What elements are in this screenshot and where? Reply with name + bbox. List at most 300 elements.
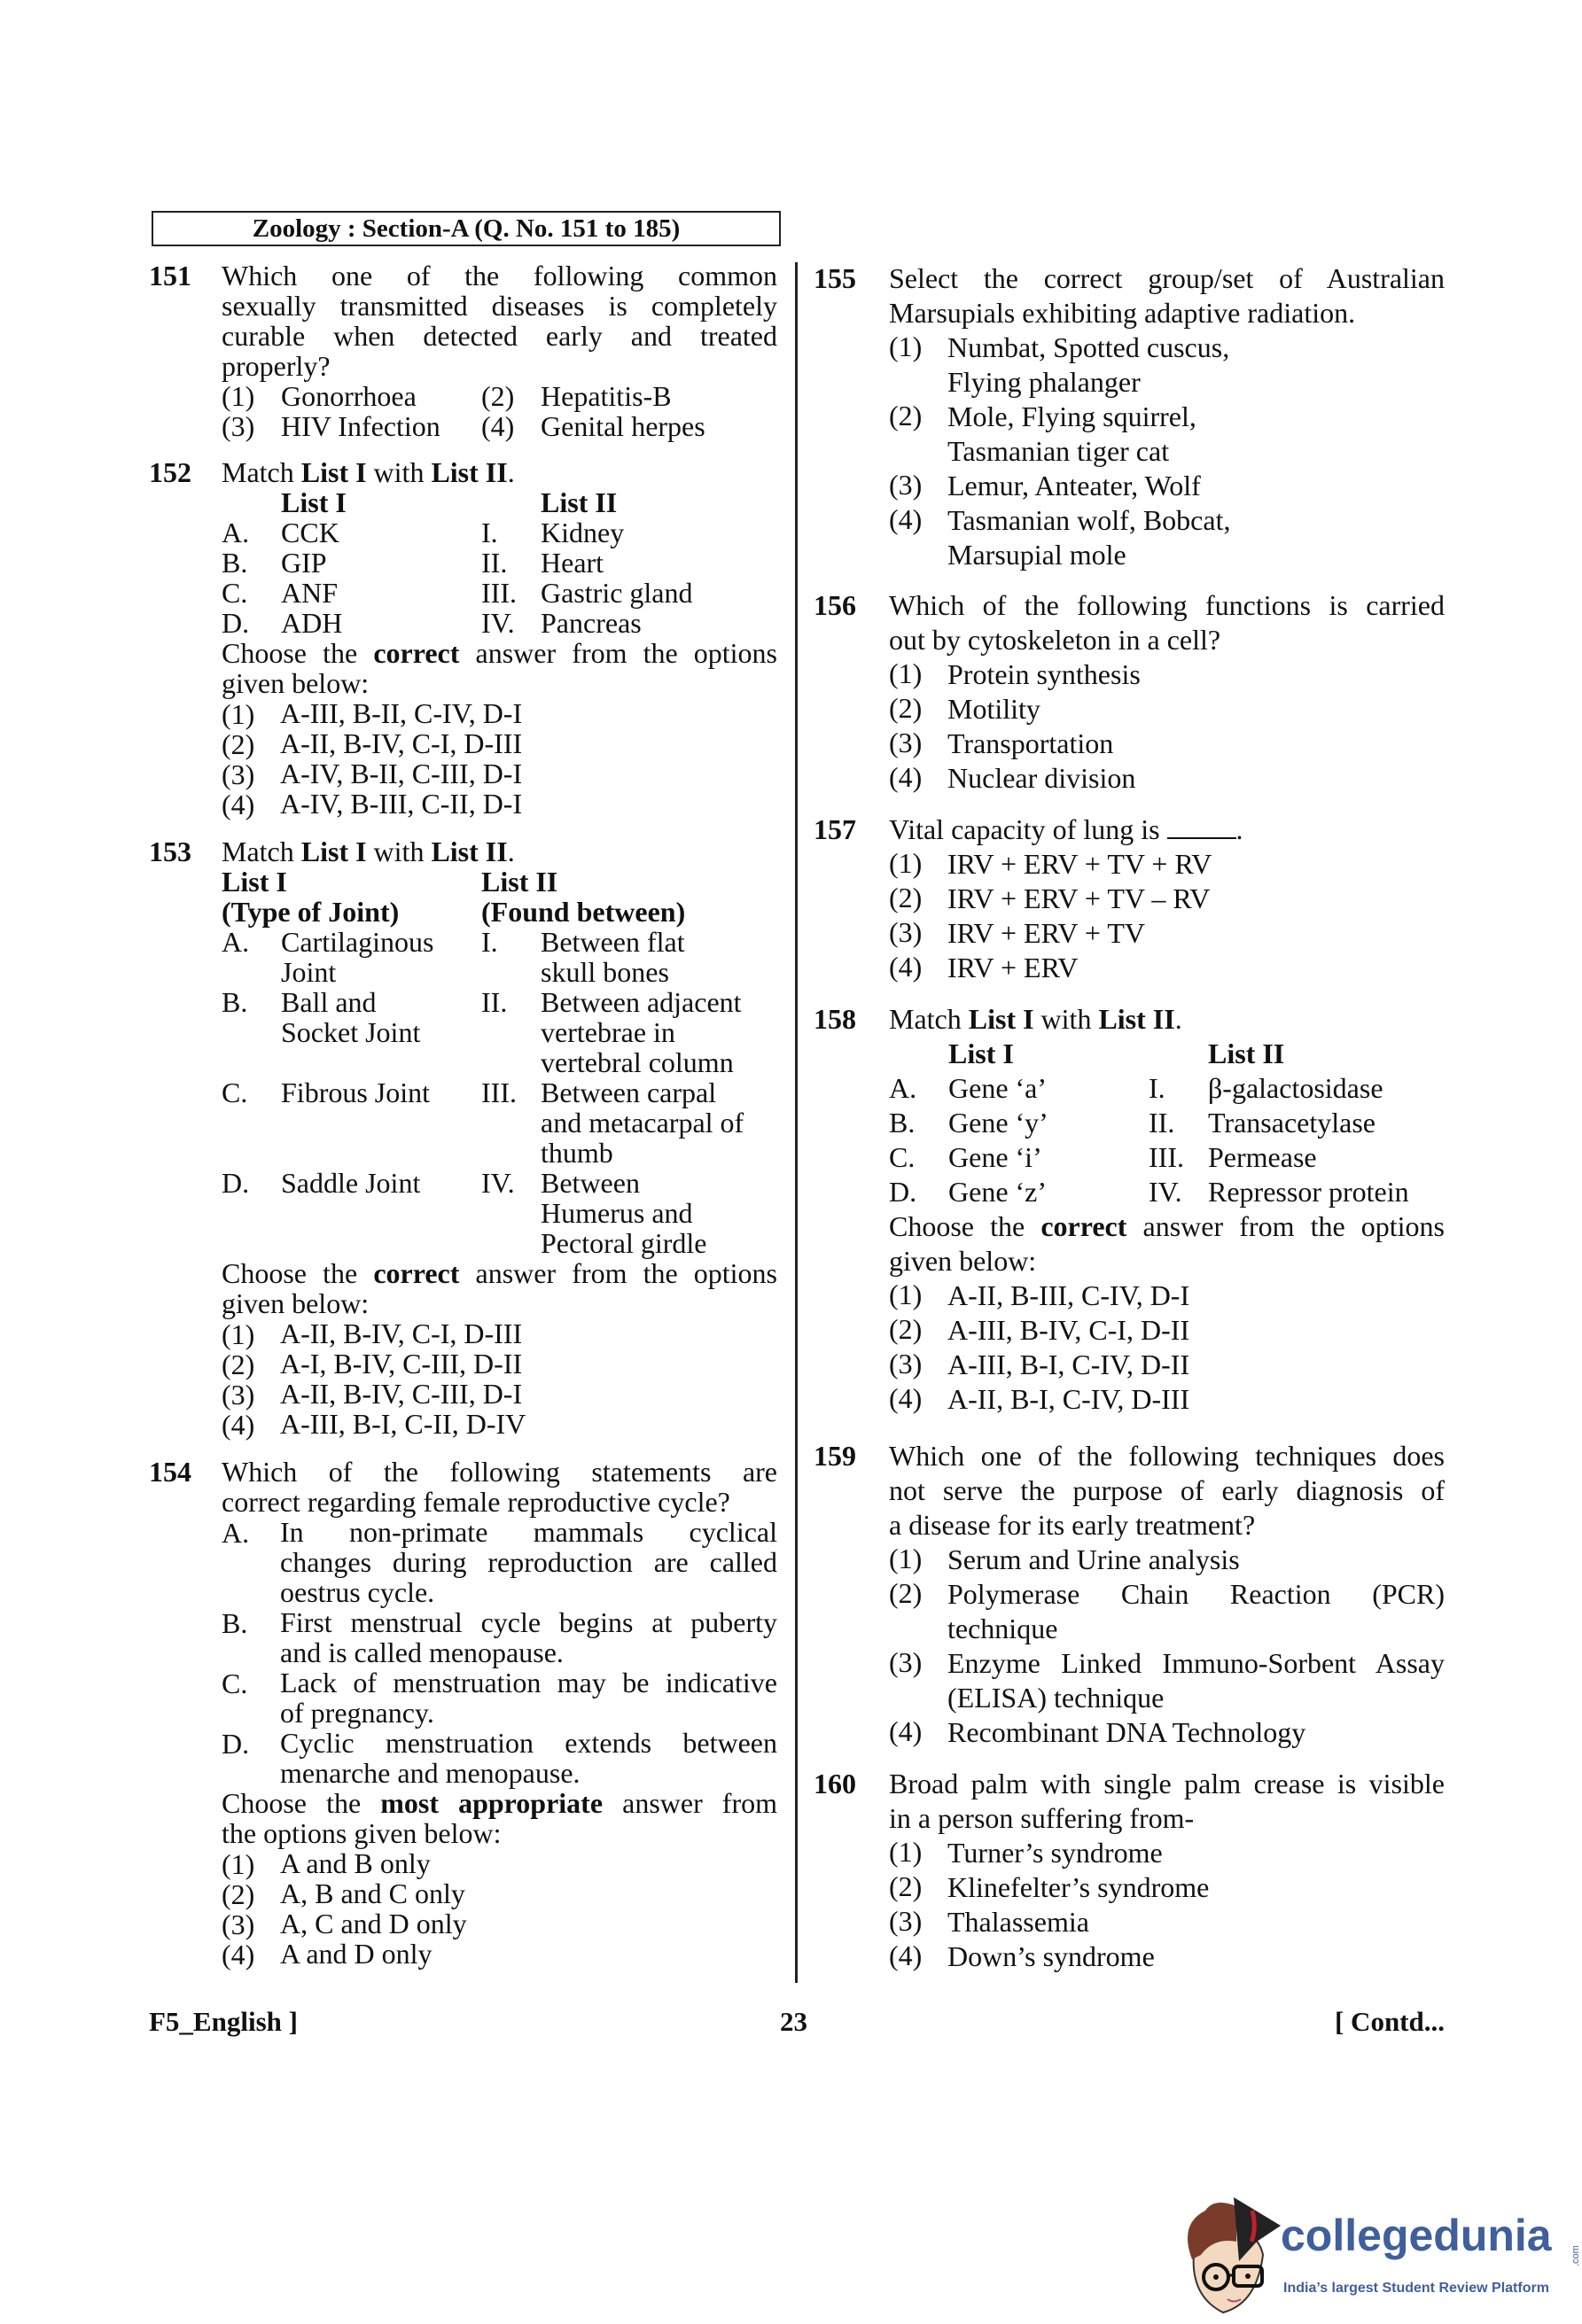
text-line: A-II, B-IV, C-I, D-III (280, 1317, 523, 1349)
section-title: Zoology : Section-A (Q. No. 151 to 185) (152, 211, 781, 246)
text-run: Match (889, 1003, 969, 1035)
option-item (222, 789, 777, 819)
option-item (889, 1646, 1445, 1715)
text-line: Pectoral girdle (541, 1227, 707, 1259)
bold-run: List I (300, 836, 367, 867)
text-line: Gene ‘y’ (948, 1107, 1048, 1139)
question-body (222, 836, 777, 1439)
text-line (889, 1002, 1445, 1037)
text-run: properly? (222, 350, 331, 382)
option-text (947, 400, 1445, 469)
text-line: Motility (947, 693, 1040, 725)
option-item (889, 727, 1445, 761)
option-text (947, 330, 1445, 400)
text-line: IRV + ERV + TV – RV (947, 882, 1211, 914)
text-line: Ball and (281, 986, 377, 1018)
text-line: Enzyme Linked Immuno-Sorbent Assay (947, 1647, 1445, 1679)
option-item (222, 758, 777, 789)
text-line (889, 1801, 1445, 1836)
list-header-row (889, 1037, 1445, 1071)
spacer (222, 1047, 777, 1077)
option-text (280, 1349, 777, 1379)
text-line: III. (481, 1077, 517, 1108)
text-line (222, 1457, 777, 1487)
spacer (222, 987, 777, 1017)
option-key: (2) (889, 1870, 923, 1902)
spacer (222, 1198, 777, 1228)
text-run: sexually transmitted diseases is completely (222, 290, 777, 322)
text-line: Between carpal (541, 1077, 717, 1108)
bold-run: List II (1098, 1003, 1175, 1035)
option-key: (3) (889, 1348, 923, 1380)
option-item (889, 1836, 1445, 1870)
text-line: vertebrae in (541, 1016, 675, 1048)
list-header: List II (1208, 1038, 1285, 1069)
text-line: A, C and D only (280, 1908, 467, 1939)
option-key: (4) (889, 1715, 923, 1747)
match-row (889, 1175, 1445, 1209)
option-key: B. (222, 1607, 248, 1639)
question-number: 153 (149, 836, 191, 867)
spacer (222, 1077, 777, 1108)
question-number: 152 (149, 456, 191, 488)
option-row (222, 381, 777, 411)
text-line (889, 1244, 1445, 1279)
option-item (222, 1517, 777, 1607)
text-line: Thalassemia (947, 1906, 1089, 1938)
option-key: (4) (222, 789, 255, 820)
match-row (222, 548, 777, 578)
text-line: B. (222, 547, 248, 579)
text-line (889, 1209, 1445, 1244)
text-line (222, 1818, 777, 1848)
text-line: Transacetylase (1208, 1107, 1375, 1139)
spacer (222, 608, 777, 638)
option-text (280, 1878, 777, 1908)
text-line: Klinefelter’s syndrome (947, 1871, 1210, 1903)
question-body (222, 1457, 777, 1969)
text-run: Choose the (889, 1210, 1041, 1242)
logo-tagline: India’s largest Student Review Platform (1283, 2281, 1549, 2296)
text-line: ANF (281, 577, 339, 609)
list-header: (Type of Joint) (222, 896, 400, 928)
list-header: (Found between) (481, 896, 686, 928)
text-line: changes during reproduction are called (280, 1546, 777, 1578)
option-item (222, 1728, 777, 1788)
question-body (222, 457, 777, 819)
option-text (947, 1715, 1445, 1750)
footer-contd: [ Contd... (1334, 2006, 1445, 2037)
text-line: Tasmanian tiger cat (947, 435, 1170, 467)
bold-run: List I (968, 1003, 1034, 1035)
text-line: Cartilaginous (281, 926, 434, 958)
text-line: Heart (541, 547, 604, 579)
question-body (889, 261, 1445, 572)
text-run: curable when detected early and treated (222, 320, 777, 352)
text-line: ADH (281, 607, 343, 639)
option-key: (3) (222, 1908, 255, 1940)
text-run: Which one of the following common (222, 260, 777, 291)
option-text (947, 1836, 1445, 1870)
question-body (889, 1439, 1445, 1750)
bold-run: correct (1040, 1210, 1127, 1242)
option-key: (3) (889, 1905, 923, 1937)
text-line: Tasmanian wolf, Bobcat, (947, 504, 1231, 536)
option-text (947, 727, 1445, 761)
option-text (280, 728, 777, 758)
option-text (947, 1939, 1445, 1974)
text-line: A and B only (280, 1847, 431, 1879)
option-item (222, 1878, 777, 1908)
question-number: 156 (814, 589, 856, 621)
option-key: (1) (889, 657, 923, 689)
text-line: I. (1149, 1072, 1165, 1104)
text-line: Transportation (947, 727, 1114, 759)
option-text (947, 1348, 1445, 1382)
footer-paper-code: F5_English ] (149, 2006, 298, 2037)
option-text (947, 657, 1445, 692)
option-text: Hepatitis-B (541, 380, 672, 412)
option-key: (1) (889, 1543, 923, 1574)
option-text (947, 882, 1445, 916)
spacer (222, 1017, 777, 1047)
list-header: List I (948, 1038, 1014, 1069)
text-line: Mole, Flying squirrel, (947, 400, 1196, 432)
text-line: and metacarpal of (541, 1107, 744, 1139)
text-run: Which one of the following techniques does (889, 1440, 1445, 1472)
option-text (947, 1382, 1445, 1417)
option-key: (2) (481, 380, 515, 412)
bold-run: most appropriate (380, 1787, 604, 1819)
text-line: III. (481, 577, 517, 609)
text-line: A-III, B-I, C-II, D-IV (280, 1408, 526, 1440)
option-key: (2) (889, 1313, 923, 1345)
text-line (222, 1258, 777, 1288)
option-key: (1) (222, 380, 255, 412)
question-body (889, 1002, 1445, 1417)
text-line: Cyclic menstruation extends between (280, 1727, 777, 1759)
text-line (222, 668, 777, 698)
text-line: A-III, B-IV, C-I, D-II (947, 1314, 1190, 1346)
option-text: HIV Infection (281, 410, 440, 442)
text-line: Lack of menstruation may be indicative (280, 1667, 777, 1698)
text-line: A-II, B-IV, C-III, D-I (280, 1378, 523, 1410)
option-key: (4) (889, 503, 923, 535)
text-line: A-III, B-I, C-IV, D-II (947, 1349, 1190, 1380)
question-number: 154 (149, 1456, 191, 1488)
option-key: (3) (889, 916, 923, 948)
text-line: IRV + ERV + TV (947, 917, 1145, 949)
text-line: IV. (481, 1167, 515, 1199)
text-line: Marsupial mole (947, 539, 1126, 571)
option-text (280, 1939, 777, 1969)
question-body (222, 260, 777, 441)
text-run: not serve the purpose of early diagnosis of (889, 1474, 1445, 1506)
option-key: C. (222, 1667, 248, 1699)
option-key: (1) (889, 847, 923, 879)
question-body (889, 1767, 1445, 1974)
option-item (889, 330, 1445, 400)
text-run: out by cytoskeleton in a cell? (889, 624, 1221, 656)
text-line: Saddle Joint (281, 1167, 421, 1199)
spacer (222, 517, 777, 548)
spacer (889, 1140, 1445, 1175)
list-header: List I (281, 486, 347, 518)
option-key: (3) (222, 1379, 255, 1411)
text-run: given below: (889, 1245, 1037, 1277)
option-item (222, 1318, 777, 1349)
option-text (947, 1543, 1445, 1577)
text-line: A. (222, 517, 250, 548)
option-item (889, 882, 1445, 916)
text-line: Lemur, Anteater, Wolf (947, 470, 1201, 501)
text-line (222, 638, 777, 668)
list-header: List II (541, 486, 618, 518)
match-row (222, 578, 777, 608)
text-line: In non-primate mammals cyclical (280, 1516, 777, 1548)
spacer (889, 1071, 1445, 1106)
option-text (280, 1848, 777, 1878)
text-run: with (1033, 1003, 1099, 1035)
option-text (947, 692, 1445, 727)
text-line: IRV + ERV (947, 952, 1079, 983)
text-line (222, 260, 777, 291)
option-item (222, 698, 777, 728)
text-line: A-IV, B-II, C-III, D-I (280, 758, 523, 789)
option-key: (2) (889, 692, 923, 724)
option-key: (3) (222, 410, 255, 442)
text-line: technique (947, 1613, 1058, 1644)
option-item (889, 847, 1445, 882)
text-line: Numbat, Spotted cuscus, (947, 331, 1230, 363)
bold-run: List II (431, 836, 508, 867)
text-run: a disease for its early treatment? (889, 1509, 1256, 1541)
text-run: Match (222, 836, 301, 867)
list-header: List II (481, 866, 558, 898)
option-item (889, 951, 1445, 985)
text-run: Marsupials exhibiting adaptive radiation. (889, 297, 1356, 329)
option-key: (1) (222, 698, 255, 730)
column-divider (795, 262, 798, 1983)
option-key: (2) (222, 1349, 255, 1380)
text-line: Between (541, 1167, 640, 1199)
bold-run: List I (300, 456, 367, 488)
option-key: (3) (889, 727, 923, 758)
logo-wordmark: collegedunia (1281, 2211, 1552, 2260)
option-text (947, 1313, 1445, 1348)
text-line: of pregnancy. (280, 1697, 434, 1729)
spacer (222, 1138, 777, 1168)
text-line (222, 1487, 777, 1517)
match-row (889, 1140, 1445, 1175)
spacer (222, 1168, 777, 1198)
text-run: . (507, 456, 515, 488)
text-line: β-galactosidase (1208, 1072, 1383, 1104)
option-key: (3) (889, 469, 923, 501)
text-line: A. (222, 926, 250, 958)
text-line: Protein synthesis (947, 658, 1141, 690)
text-line: Repressor protein (1208, 1176, 1409, 1208)
option-text (947, 1577, 1445, 1646)
bold-run: correct (373, 637, 460, 669)
option-text (947, 469, 1445, 503)
option-text (280, 1607, 777, 1667)
text-line: I. (481, 517, 498, 548)
text-line: I. (481, 926, 498, 958)
option-text (280, 789, 777, 819)
text-line: D. (889, 1176, 917, 1208)
option-key: (4) (889, 761, 923, 793)
option-key: (2) (222, 1878, 255, 1910)
text-line: First menstrual cycle begins at puberty (280, 1606, 777, 1638)
text-line: IRV + ERV + TV + RV (947, 848, 1212, 880)
text-line (222, 836, 777, 867)
text-line: D. (222, 1167, 250, 1199)
match-row (222, 517, 777, 548)
mascot-icon (1152, 2162, 1285, 2324)
text-run: the options given below: (222, 1817, 502, 1849)
text-line: Down’s syndrome (947, 1940, 1155, 1972)
text-line (222, 321, 777, 351)
option-text: Gonorrhoea (281, 380, 417, 412)
question-number: 155 (814, 262, 856, 294)
match-row (889, 1071, 1445, 1106)
option-item (889, 1382, 1445, 1417)
option-item (889, 692, 1445, 727)
text-line: B. (222, 986, 248, 1018)
option-item (222, 1409, 777, 1439)
text-run: Select the correct group/set of Australian (889, 262, 1445, 294)
option-item (222, 1848, 777, 1878)
option-text (947, 1905, 1445, 1939)
option-item (889, 1939, 1445, 1974)
option-key: (1) (889, 1279, 923, 1310)
option-item (889, 916, 1445, 951)
question-number: 158 (814, 1003, 856, 1035)
option-text (947, 761, 1445, 796)
list-header-row (222, 867, 777, 897)
text-line: C. (222, 1077, 248, 1108)
option-item (889, 761, 1445, 796)
option-text (280, 1517, 777, 1607)
option-key: (4) (889, 1382, 923, 1414)
text-line: skull bones (541, 956, 669, 988)
match-row (889, 1106, 1445, 1140)
option-text (280, 698, 777, 728)
option-item (889, 1715, 1445, 1750)
option-text (280, 1667, 777, 1728)
option-item (889, 1279, 1445, 1313)
text-line: Serum and Urine analysis (947, 1543, 1240, 1575)
text-line: C. (222, 577, 248, 609)
option-key: (4) (889, 1939, 923, 1971)
list-header: List I (222, 866, 287, 898)
option-text (947, 503, 1445, 572)
text-line: Pancreas (541, 607, 642, 639)
option-key: (4) (481, 410, 515, 442)
option-text (280, 1728, 777, 1788)
text-line: Fibrous Joint (281, 1077, 431, 1108)
option-key: (1) (222, 1318, 255, 1350)
option-item (889, 1905, 1445, 1939)
match-row (222, 987, 777, 1077)
option-row (222, 411, 777, 441)
text-line: A-II, B-I, C-IV, D-III (947, 1383, 1190, 1415)
text-line (889, 261, 1445, 296)
text-line (889, 296, 1445, 330)
collegedunia-logo (1152, 2162, 1582, 2324)
option-text (947, 847, 1445, 882)
question-body (889, 588, 1445, 796)
option-key: (2) (889, 882, 923, 913)
option-item (222, 1349, 777, 1379)
text-run: Choose the (222, 1787, 381, 1819)
text-line: IV. (1149, 1176, 1182, 1208)
text-line: GIP (281, 547, 327, 579)
match-row (222, 1168, 777, 1258)
text-line: (ELISA) technique (947, 1682, 1165, 1714)
text-line: Kidney (541, 517, 625, 548)
option-key: A. (222, 1517, 250, 1549)
spacer (222, 548, 777, 578)
text-line: D. (222, 607, 250, 639)
text-line: Between flat (541, 926, 685, 958)
text-run: . (507, 836, 515, 867)
text-run: answer from the options (1126, 1210, 1445, 1242)
option-item (222, 1908, 777, 1939)
text-run: Choose the (222, 1257, 374, 1289)
list-header-row (222, 897, 777, 927)
text-line: CCK (281, 517, 339, 548)
text-run: Which of the following statements are (222, 1456, 777, 1488)
option-key: (1) (889, 330, 923, 362)
text-line: Gene ‘i’ (948, 1141, 1042, 1173)
text-line: II. (481, 986, 508, 1018)
option-item (222, 1939, 777, 1969)
text-line: A and D only (280, 1938, 433, 1970)
option-item (889, 400, 1445, 469)
spacer (222, 927, 777, 957)
text-line: Nuclear division (947, 762, 1136, 794)
text-line (222, 1288, 777, 1318)
question-number: 157 (814, 813, 856, 845)
text-line: C. (889, 1141, 916, 1173)
text-line: and is called menopause. (280, 1636, 564, 1668)
option-key: (4) (222, 1939, 255, 1970)
option-text (280, 1379, 777, 1409)
text-line: A. (889, 1072, 917, 1104)
list-header-row (222, 487, 777, 517)
text-line: Turner’s syndrome (947, 1837, 1163, 1869)
text-run: Broad palm with single palm crease is visible (889, 1768, 1445, 1799)
option-key: (2) (889, 400, 923, 431)
text-run: given below: (222, 1287, 370, 1319)
option-item (889, 1543, 1445, 1577)
option-item (889, 1870, 1445, 1905)
text-line: Socket Joint (281, 1016, 421, 1048)
option-text (280, 1908, 777, 1939)
text-line: vertebral column (541, 1046, 734, 1078)
option-item (889, 1577, 1445, 1646)
option-item (889, 469, 1445, 503)
logo-suffix: .com (1570, 2245, 1581, 2266)
option-key: (1) (222, 1848, 255, 1880)
text-run: correct regarding female reproductive cycle? (222, 1486, 730, 1518)
text-run: Vital capacity of lung is (889, 813, 1167, 845)
match-row (222, 1077, 777, 1168)
question-number: 159 (814, 1440, 856, 1472)
text-line: A-III, B-II, C-IV, D-I (280, 697, 523, 729)
